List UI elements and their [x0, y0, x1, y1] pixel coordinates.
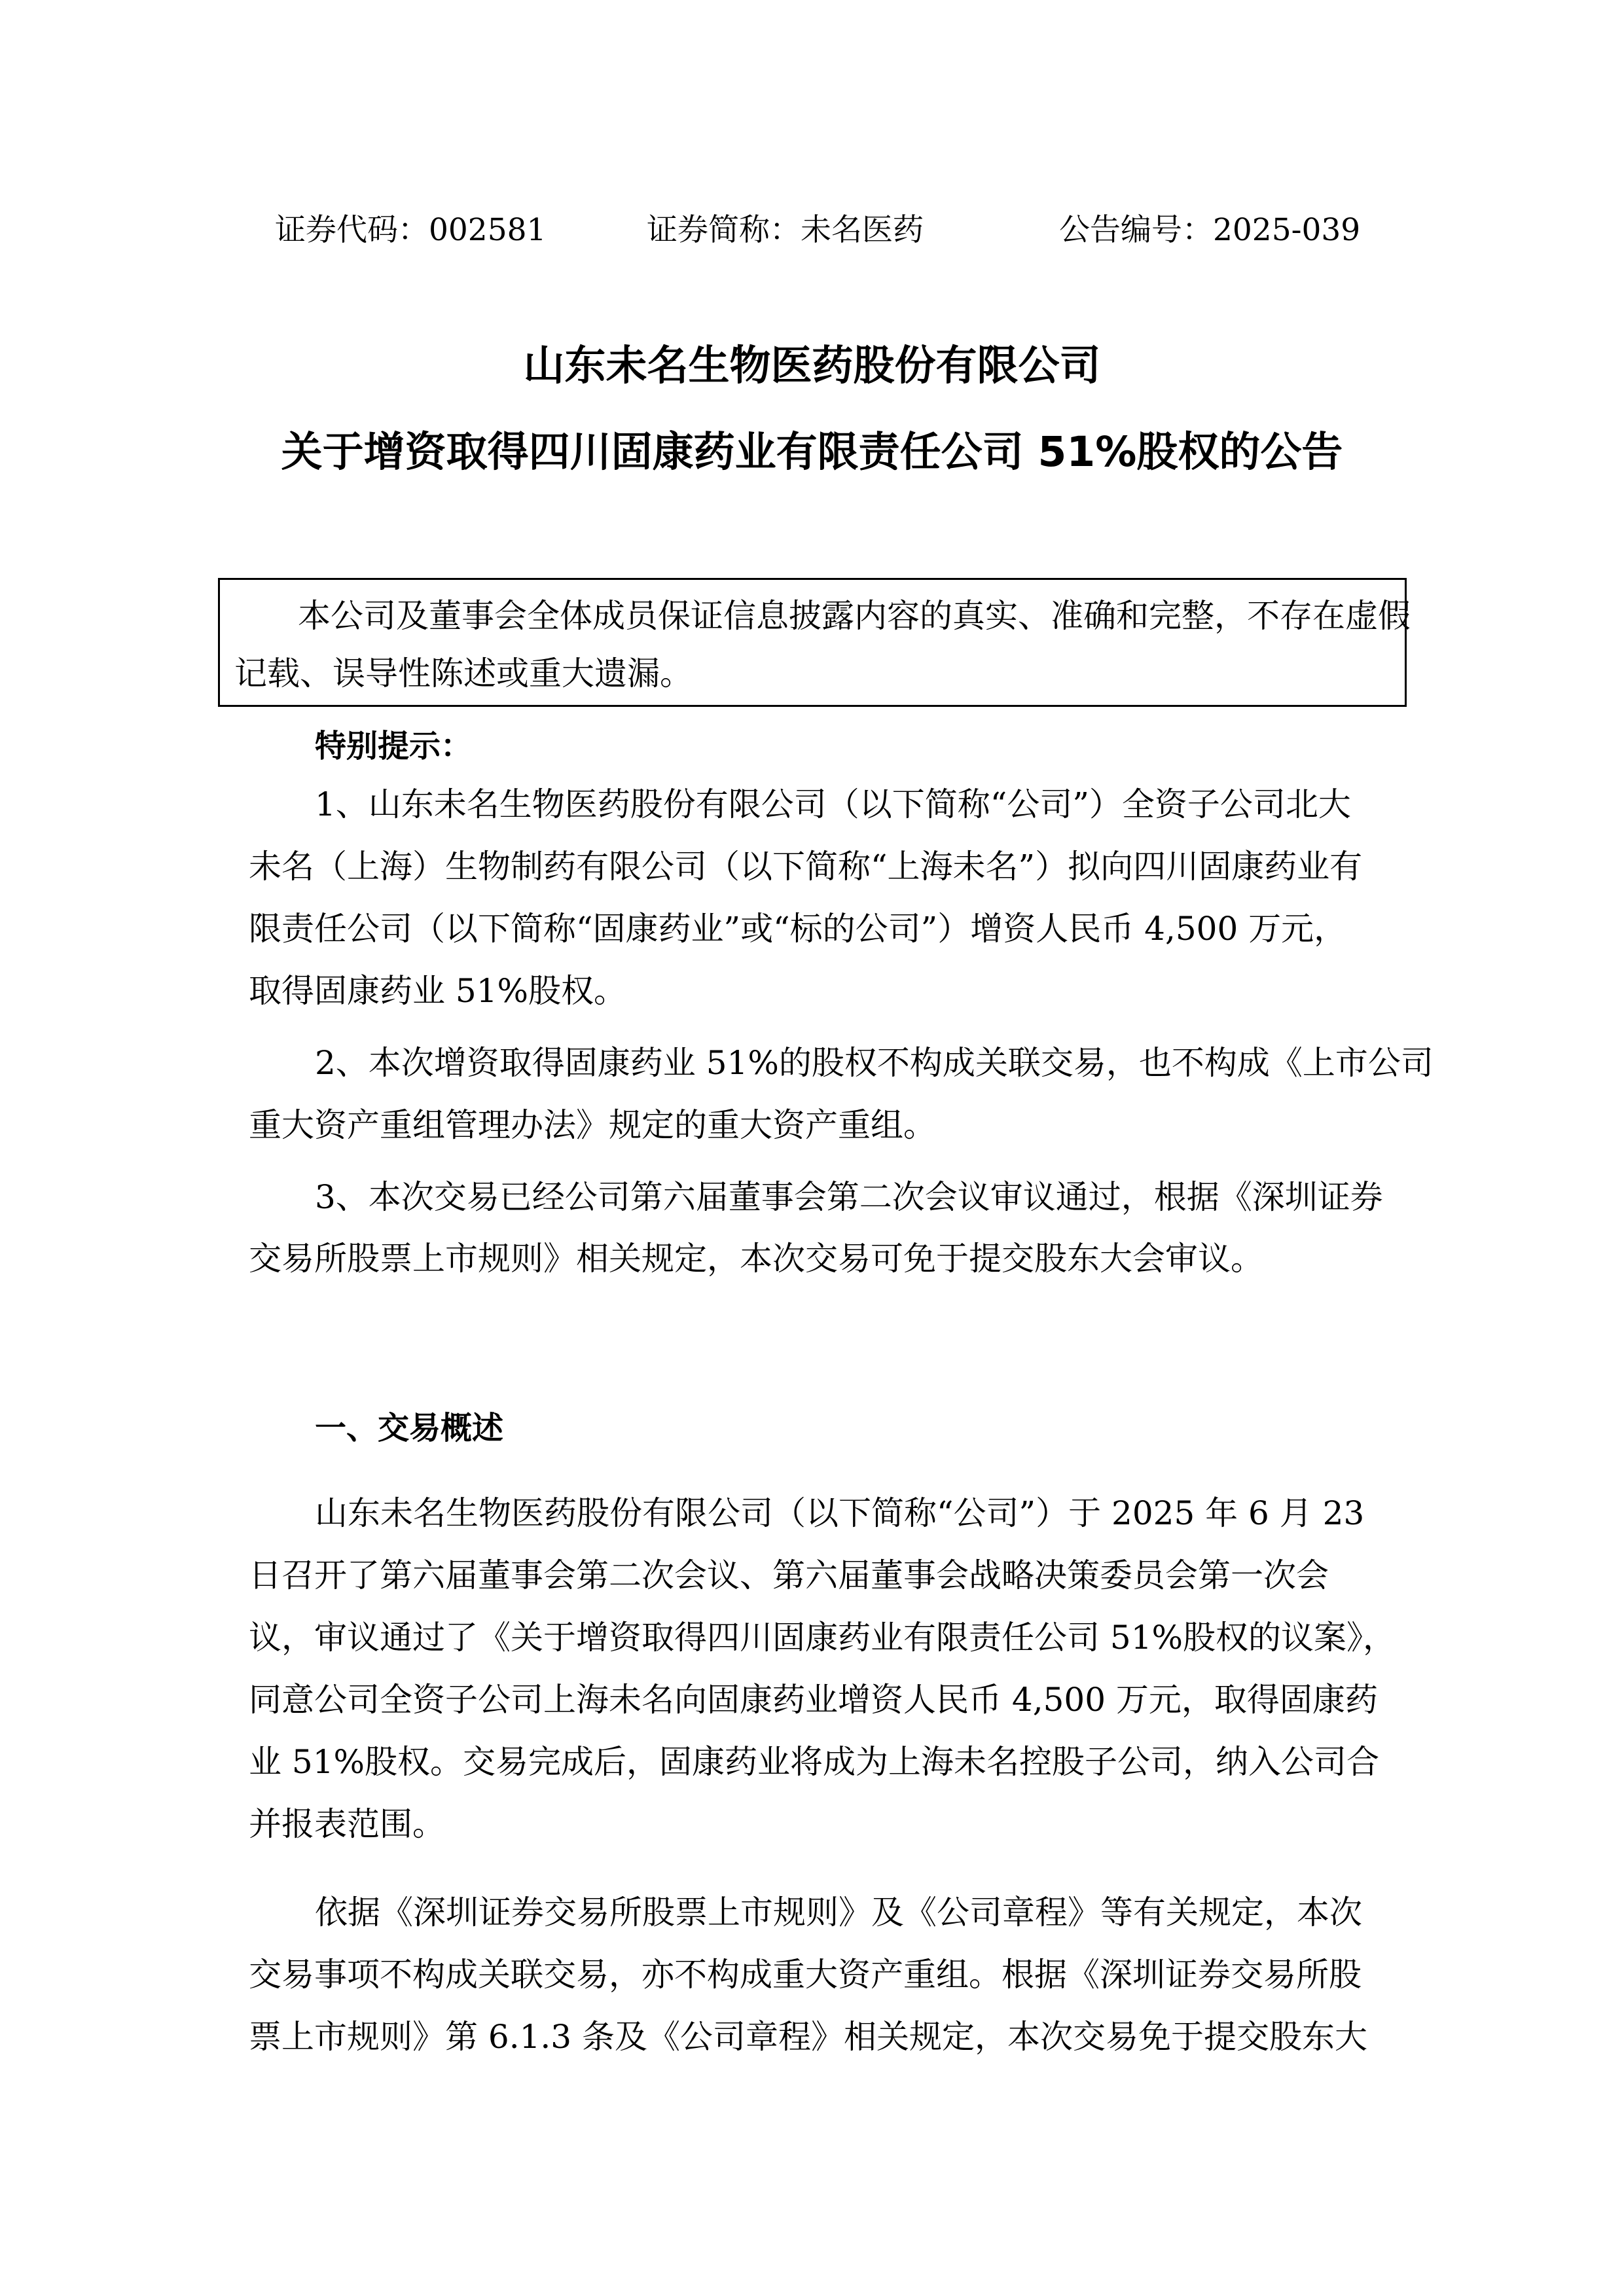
tip1-line-4: 取得固康药业 51%股权。 [249, 972, 627, 1010]
tip1-line-3: 限责任公司（以下简称“固康药业”或“标的公司”）增资人民币 4,500 万元， [249, 910, 1347, 948]
stock-code: 证券代码：002581 [275, 212, 547, 248]
document-title-line-1: 山东未名生物医药股份有限公司 [523, 342, 1101, 389]
tip1-line-2: 未名（上海）生物制药有限公司（以下简称“上海未名”）拟向四川固康药业有 [249, 848, 1363, 886]
special-tips-heading: 特别提示： [315, 728, 473, 764]
section1-para2-line-1: 依据《深圳证券交易所股票上市规则》及《公司章程》等有关规定，本次 [315, 1893, 1362, 1931]
board-guarantee-line-2: 记载、误导性陈述或重大遗漏。 [234, 655, 693, 692]
section1-para2-line-3: 票上市规则》第 6.1.3 条及《公司章程》相关规定，本次交易免于提交股东大 [249, 2018, 1368, 2056]
board-guarantee-line-1: 本公司及董事会全体成员保证信息披露内容的真实、准确和完整，不存在虚假 [298, 597, 1411, 635]
section1-para1-line-4: 同意公司全资子公司上海未名向固康药业增资人民币 4,500 万元，取得固康药 [249, 1681, 1378, 1719]
document-title-line-2: 关于增资取得四川固康药业有限责任公司 51%股权的公告 [281, 428, 1343, 476]
section1-para1-line-3: 议，审议通过了《关于增资取得四川固康药业有限责任公司 51%股权的议案》， [249, 1619, 1396, 1657]
tip1-line-1: 1、山东未名生物医药股份有限公司（以下简称“公司”）全资子公司北大 [315, 785, 1351, 823]
tip3-line-1: 3、本次交易已经公司第六届董事会第二次会议审议通过，根据《深圳证券 [315, 1178, 1383, 1216]
section1-para2-line-2: 交易事项不构成关联交易，亦不构成重大资产重组。根据《深圳证券交易所股 [249, 1956, 1362, 1994]
section1-para1-line-1: 山东未名生物医药股份有限公司（以下简称“公司”）于 2025 年 6 月 23 [315, 1494, 1365, 1532]
tip3-line-2: 交易所股票上市规则》相关规定，本次交易可免于提交股东大会审议。 [249, 1240, 1263, 1278]
section-1-heading: 一、交易概述 [315, 1410, 504, 1446]
stock-abbreviation: 证券简称：未名医药 [647, 212, 924, 248]
section1-para1-line-2: 日召开了第六届董事会第二次会议、第六届董事会战略决策委员会第一次会 [249, 1556, 1329, 1594]
tip2-line-1: 2、本次增资取得固康药业 51%的股权不构成关联交易，也不构成《上市公司 [315, 1044, 1434, 1082]
section1-para1-line-6: 并报表范围。 [249, 1805, 445, 1843]
announcement-number: 公告编号：2025-039 [1059, 212, 1361, 248]
section1-para1-line-5: 业 51%股权。交易完成后，固康药业将成为上海未名控股子公司，纳入公司合 [249, 1743, 1380, 1781]
tip2-line-2: 重大资产重组管理办法》规定的重大资产重组。 [249, 1106, 936, 1144]
